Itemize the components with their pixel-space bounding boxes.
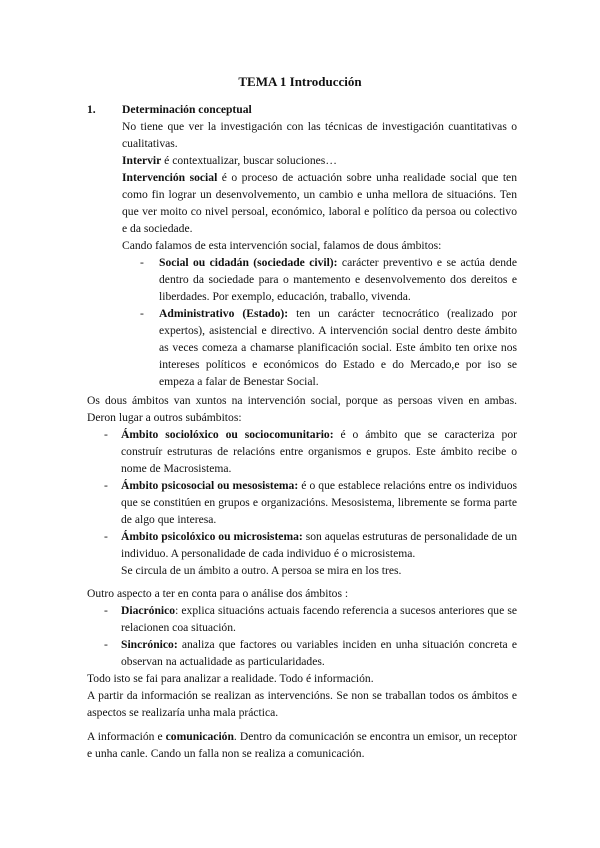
item-text: é o que establece relacións entre os individuos que se constitúen en grupos e organizacións. Mesosistema, libremente se forma parte de algo que interesa. (121, 479, 518, 526)
subambitos-list (87, 426, 517, 562)
bullet-dash: - (104, 638, 108, 651)
bullet-dash: - (140, 307, 144, 320)
term: Administrativo (Estado): (159, 307, 289, 320)
list-item (122, 254, 517, 305)
bullet-dash: - (140, 256, 144, 269)
ambitos-list (122, 254, 517, 390)
list-item (87, 602, 517, 636)
item-text: son aquelas estruturas de personalidade de un individuo. A personalidade de cada individuo é o microsistema. (121, 530, 517, 560)
item-text: é o ámbito que se caracteriza por construír estruturas de relacións entre organismos e grupos. Este ámbito recibe o nome de Macrosistema. (121, 428, 517, 475)
list-item (87, 426, 517, 477)
item-text: carácter preventivo e se actúa dende dentro da sociedade para o mantemento e desenvolvemento dos dereitos e liberdades. Por exemplo, educación, traballo, vivenda. (159, 256, 517, 303)
term: Diacrónico (121, 604, 176, 617)
item-text: ten un carácter tecnocrático (realizado por expertos), asistencial e directivo. A intervención social dentro deste ámbito as veces comeza a chamarse planificación social. Este ámbito ten orixe nos intereses políticos e económicos do Estado e do Mercado,e por iso se empeza a falar de Benestar Social. (159, 307, 517, 388)
list-item (122, 305, 517, 390)
paragraph: Cando falamos de esta intervención social, falamos de dous ámbitos: (122, 239, 442, 252)
item-text: analiza que factores ou variables inciden en unha situación concreta e observan na actualidade as particularidades. (121, 638, 517, 668)
paragraph (122, 169, 517, 237)
term: Intervir (122, 154, 162, 167)
term: comunicación (165, 730, 234, 743)
paragraph: Se circula de un ámbito a outro. A persoa se mira en los tres. (121, 564, 402, 577)
section-determinacion (87, 101, 517, 390)
aspectos-block (87, 585, 517, 721)
term: Intervención social (122, 171, 218, 184)
paragraph: Outro aspecto a ter en conta para o análise dos ámbitos : (87, 587, 349, 600)
item-text: : explica situacións actuais facendo referencia a sucesos anteriores que se relacionen coa situación. (121, 604, 517, 634)
term: Social ou cidadán (sociedade civil): (159, 256, 338, 269)
bullet-dash: - (104, 604, 108, 617)
page-title: TEMA 1 Introducción (238, 74, 362, 89)
paragraph-text: A información e (87, 730, 166, 743)
paragraph-text: . Dentro da comunicación se encontra un emisor, un receptor e unha canle. Cando un falla non se realiza a comunicación. (87, 730, 517, 760)
subambitos-block (87, 392, 517, 579)
term: Ámbito sociolóxico ou sociocomunitario: (121, 428, 334, 441)
comunicacion-block (87, 728, 517, 762)
aspectos-list (87, 602, 517, 670)
term: Ámbito psicolóxico ou microsistema: (121, 530, 303, 543)
list-item (87, 636, 517, 670)
term: Ámbito psicosocial ou mesosistema: (121, 479, 299, 492)
list-item (87, 477, 517, 528)
paragraph: A partir da información se realizan as intervencións. Se non se traballan todos os ámbitos e aspectos se realizaría unha mala práctica. (87, 689, 517, 719)
bullet-dash: - (104, 428, 108, 441)
section-number: 1. (87, 103, 96, 116)
paragraph: Os dous ámbitos van xuntos na intervención social, porque as persoas viven en ambas. Deron lugar a outros subámbitos: (87, 394, 517, 424)
paragraph: No tiene que ver la investigación con las técnicas de investigación cuantitativas o cualitativas. (122, 120, 517, 150)
bullet-dash: - (104, 530, 108, 543)
bullet-dash: - (104, 479, 108, 492)
paragraph: Todo isto se fai para analizar a realidade. Todo é información. (87, 672, 374, 685)
term: Sincrónico: (121, 638, 178, 651)
paragraph (87, 728, 517, 762)
list-item (87, 528, 517, 562)
paragraph-text: é contextualizar, buscar soluciones… (161, 154, 337, 167)
section-heading: Determinación conceptual (122, 103, 252, 116)
paragraph (122, 152, 517, 169)
paragraph-text: é o proceso de actuación sobre unha realidade social que ten como fin lograr un desenvolvemento, un cambio e unha mellora de situacións. Ten que ver moito co nivel persoal, económico, laboral e político da persoa ou colectivo e da sociedade. (122, 171, 517, 235)
